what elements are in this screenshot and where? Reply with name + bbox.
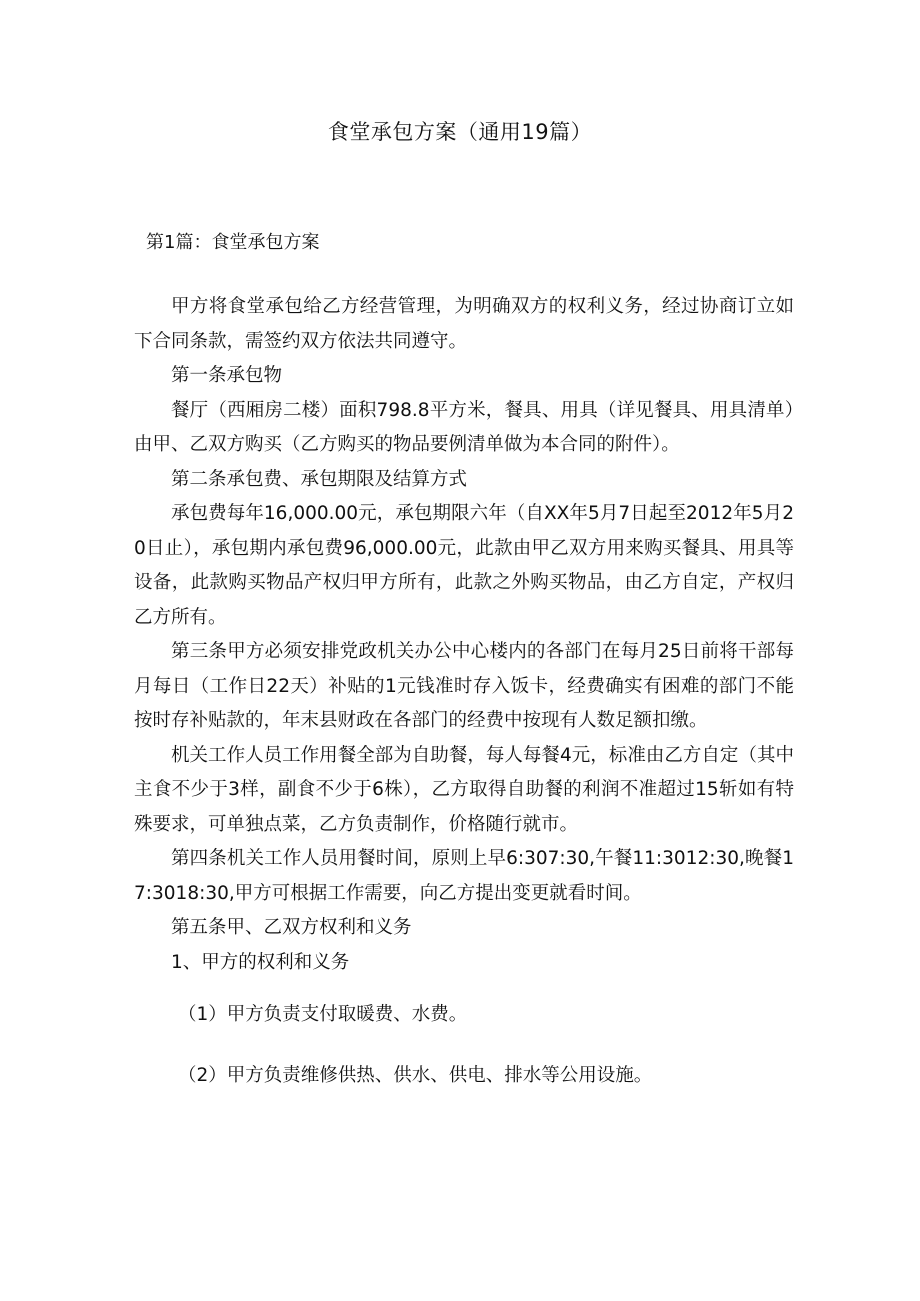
party-a-heading: 1、甲方的权利和义务 <box>171 951 350 973</box>
clause-2-heading: 第二条承包费、承包期限及结算方式 <box>171 468 468 490</box>
paragraph-intro: 甲方将食堂承包给乙方经营管理，为明确双方的权利义务，经过协商订立如下合同条款，需签约双方依法共同遵守。 <box>134 296 794 352</box>
document-title: 食堂承包方案（通用19篇） <box>327 120 593 144</box>
section-heading: 第1篇：食堂承包方案 <box>146 232 320 253</box>
clause-1-text: 餐厅（西厢房二楼）面积798.8平方米，餐具、用具（详见餐具、用具清单）由甲、乙双方购买（乙方购买的物品要例清单做为本合同的附件）。 <box>134 399 794 455</box>
meal-standard-text: 机关工作人员工作用餐全部为自助餐，每人每餐4元，标准由乙方自定（其中主食不少于3样，副食不少于6株），乙方取得自助餐的利润不准超过15斩如有特殊要求，可单独点菜，乙方负责制作，价格随行就市。 <box>134 744 794 835</box>
clause-1-heading: 第一条承包物 <box>171 365 283 386</box>
party-a-item-2: （2）甲方负责维修供热、供水、供电、排水等公用设施。 <box>178 1064 653 1086</box>
clause-2-text: 承包费每年16,000.00元，承包期限六年（自XX年5月7日起至2012年5月20日止），承包期内承包费96,000.00元，此款由甲乙双方用来购买餐具、用具等设备，此款购买物品产权归甲方所有，此款之外购买物品，由乙方自定，产权归乙方所有。 <box>134 503 794 628</box>
document-body <box>134 290 794 1093</box>
clause-3-text: 第三条甲方必须安排党政机关办公中心楼内的各部门在每月25日前将干部每月每日（工作日22天）补贴的1元钱准时存入饭卡，经费确实有困难的部门不能按时存补贴款的，年末县财政在各部门的经费中按现有人数足额扣缴。 <box>134 641 794 731</box>
clause-4-text: 第四条机关工作人员用餐时间，原则上早6:307:30,午餐11:3012:30,晚餐17:3018:30,甲方可根据工作需要，向乙方提出变更就看时间。 <box>134 848 794 904</box>
clause-5-heading: 第五条甲、乙双方权利和义务 <box>171 917 412 938</box>
party-a-item-1: （1）甲方负责支付取暖费、水费。 <box>178 1004 468 1025</box>
